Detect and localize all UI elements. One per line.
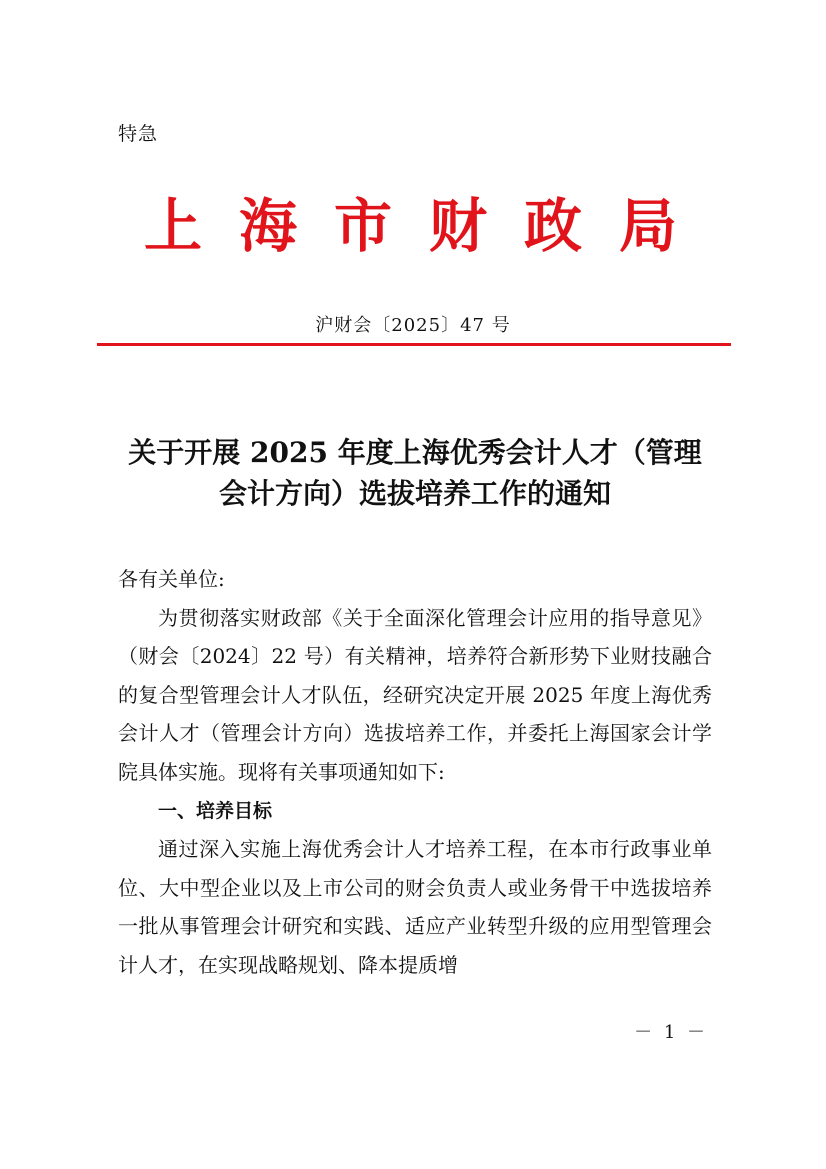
- page-number: － 1 －: [634, 1022, 708, 1043]
- body-paragraph-1: 为贯彻落实财政部《关于全面深化管理会计应用的指导意见》（财会〔2024〕22 号）有关精神，培养符合新形势下业财技融合的复合型管理会计人才队伍，经研究决定开展 2025 年度上海优秀会计人才（管理会计方向）选拔培养工作，并委托上海国家会计学院具体实施。现将有关事项通知如下:: [118, 605, 712, 784]
- red-divider: [97, 343, 731, 346]
- document-body: [118, 560, 712, 985]
- section-heading-1: 一、培养目标: [158, 799, 273, 822]
- urgency-label: 特急: [118, 123, 159, 145]
- body-paragraph-2: 通过深入实施上海优秀会计人才培养工程，在本市行政事业单位、大中型企业以及上市公司的财会负责人或业务骨干中选拔培养一批从事管理会计研究和实践、适应产业转型升级的应用型管理会计人才，在实现战略规划、降本提质增: [118, 837, 712, 977]
- issuer-name: 上海市财政局: [143, 192, 714, 260]
- title-line-1: 关于开展 2025 年度上海优秀会计人才（管理: [128, 436, 702, 469]
- document-title: [110, 432, 720, 514]
- title-line-2: 会计方向）选拔培养工作的通知: [218, 477, 611, 510]
- salutation: 各有关单位:: [118, 567, 225, 591]
- document-number: 沪财会〔2025〕47 号: [315, 315, 511, 336]
